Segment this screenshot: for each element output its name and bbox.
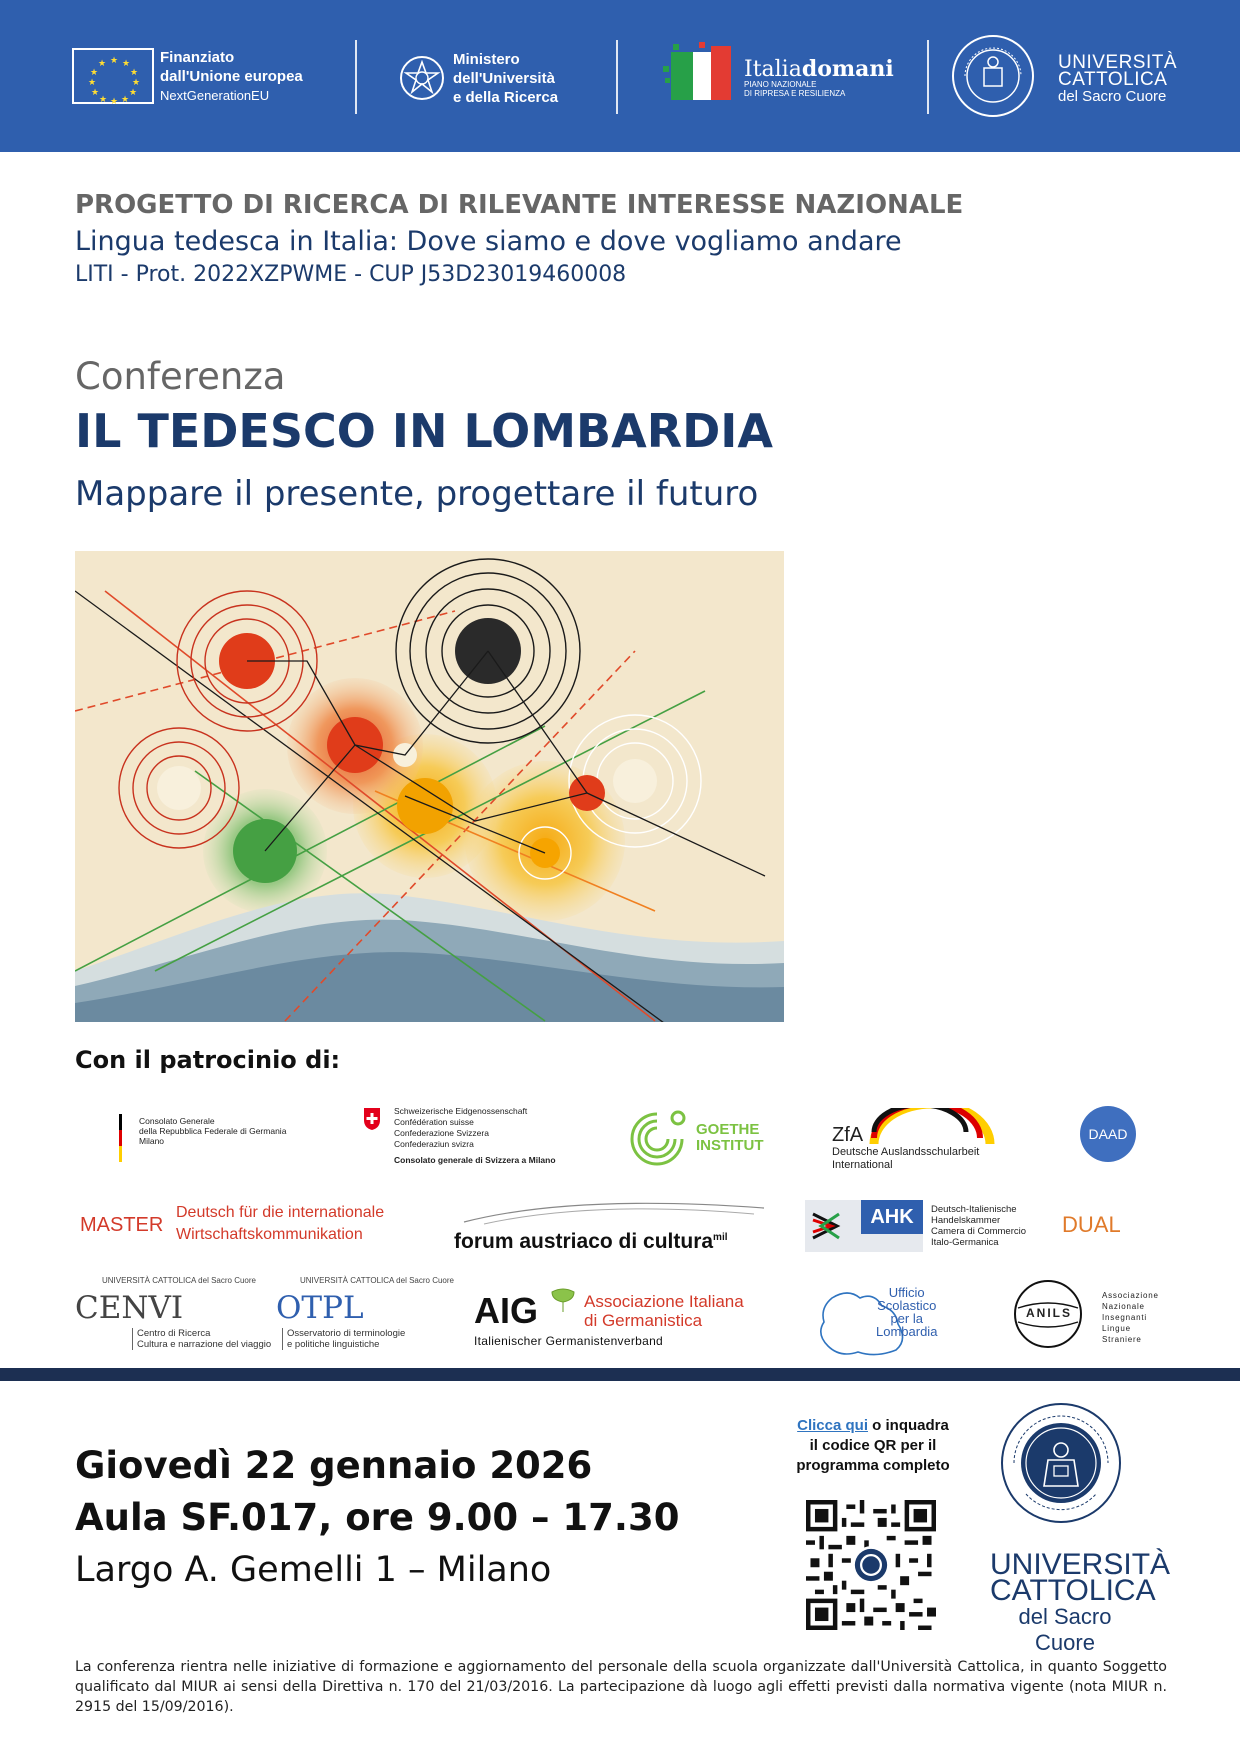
italiadomani-sub2: DI RIPRESA E RESILIENZA [744,89,846,98]
map-illustration [75,551,784,1022]
header-divider [616,40,618,114]
svizzera-line1: Schweizerische Eidgenossenschaft [394,1106,528,1116]
header-divider [355,40,357,114]
unicatt-bottom-line2: CATTOLICA [990,1574,1156,1607]
qr-caption-line2: il codice QR per il [809,1437,937,1454]
usr-line4: Lombardia [876,1324,938,1339]
eu-funding-text [160,48,303,105]
master-abbr: MASTER [80,1214,164,1236]
consolato-line1: Consolato Generale [139,1116,215,1126]
dual-logo [1062,1212,1121,1238]
unicatt-bottom-text [990,1548,1171,1656]
header-band [0,0,1240,152]
unicatt-seal-bottom-icon [1000,1402,1122,1524]
daad-logo [1080,1106,1136,1162]
anils-line4: Lingue [1102,1324,1131,1333]
unicatt-line1: UNIVERSITÀ [1058,52,1178,73]
zfa-line1: Deutsche Auslandsschularbeit [832,1146,980,1158]
italiadomani-flag-icon [663,42,739,106]
event-kind: Conferenza [75,355,286,398]
cenvi-line2: Cultura e narrazione del viaggio [137,1339,272,1350]
ahk-line4: Italo-Germanica [931,1237,999,1248]
unicatt-line2: CATTOLICA [1058,69,1168,90]
goethe-line2: INSTITUT [696,1137,764,1154]
cenvi-line1: Centro di Ricerca [137,1328,211,1339]
unicatt-bottom-line1: UNIVERSITÀ [990,1548,1171,1581]
aig-line3: Italienischer Germanistenverband [474,1334,664,1348]
forum-text: forum austriaco di cultura [454,1230,714,1253]
event-subtitle: Mappare il presente, progettare il futuro [75,474,759,514]
ahk-line3: Camera di Commercio [931,1226,1027,1237]
ministero-line1: Ministero [453,51,520,68]
ginkgo-leaf-icon [550,1288,576,1314]
consolato-line2: della Repubblica Federale di Germania [139,1126,287,1136]
aig-line2: di Germanistica [584,1311,703,1330]
eu-line2: dall'Unione europea [160,68,303,85]
qr-caption-rest: o inquadra [868,1417,949,1434]
ahk-abbr: AHK [861,1200,923,1234]
german-flag-icon [115,1114,127,1162]
otpl-line2: e politiche linguistiche [287,1339,380,1350]
anils-line5: Straniere [1102,1335,1142,1344]
qr-caption-line3: programma completo [796,1457,950,1474]
qr-caption [768,1416,978,1476]
unicatt-header-text [1058,54,1177,105]
italiadomani-brand-a: Italia [744,57,802,82]
project-heading: PROGETTO DI RICERCA DI RILEVANTE INTERESSE NAZIONALE [75,190,964,220]
cenvi-abbr: CENVI [75,1290,184,1326]
project-title: Lingua tedesca in Italia: Dove siamo e dove vogliamo andare [75,226,902,257]
unicatt-line3: del Sacro Cuore [1058,88,1167,105]
unicatt-seal-icon [951,34,1035,118]
goethe-line1: GOETHE [696,1121,760,1138]
master-line1: Deutsch für die internationale [176,1204,385,1221]
italiadomani-brand-b: domani [801,56,894,82]
footer-note: La conferenza rientra nelle iniziative di formazione e aggiornamento del personale della scuola organizzate dall'Università Cattolica, in quanto Soggetto qualificato dal MIUR ai sensi della Direttiva n. 170 del 21/03/2016. La partecipazione dà luogo agli effetti previsti dalla normativa vigente (nota MIUR n. 2915 del 15/09/2016). [75,1659,1167,1715]
ministero-text [453,50,558,107]
anils-line1: Associazione [1102,1291,1159,1300]
ahk-flags-icon [807,1200,851,1252]
ministero-line2: dell'Università [453,70,555,87]
otpl-top: UNIVERSITÀ CATTOLICA del Sacro Cuore [300,1276,454,1285]
usr-line2: Scolastico [877,1298,937,1313]
usr-line3: per la [890,1311,923,1326]
forum-name [454,1230,728,1254]
otpl-line1: Osservatorio di terminologie [287,1328,406,1339]
daad-abbr: DAAD [1080,1106,1136,1162]
consolato-line3: Milano [139,1136,165,1146]
event-address: Largo A. Gemelli 1 – Milano [75,1550,552,1590]
svizzera-line3: Confederazione Svizzera [394,1128,489,1138]
usr-line1: Ufficio [888,1285,925,1300]
dual-abbr: DUAL [1062,1212,1121,1237]
otpl-abbr: OTPL [276,1290,364,1326]
svizzera-line2: Confédération suisse [394,1117,474,1127]
anils-line3: Insegnanti [1102,1313,1147,1322]
event-room-time: Aula SF.017, ore 9.00 – 17.30 [75,1496,680,1539]
forum-sup: mil [713,1232,728,1243]
zfa-line2: International [832,1159,893,1171]
goethe-spiral-icon [626,1108,688,1170]
italiadomani-sub1: PIANO NAZIONALE [744,80,817,89]
event-title: IL TEDESCO IN LOMBARDIA [75,404,774,458]
zfa-abbr: ZfA [832,1124,864,1146]
anils-abbr: ANILS [1026,1306,1072,1320]
unicatt-bottom-line3: del Sacro Cuore [1018,1604,1112,1655]
ministero-line3: e della Ricerca [453,89,559,106]
forum-swoosh-icon [454,1196,774,1226]
section-divider [0,1368,1240,1381]
svizzera-line5: Consolato generale di Svizzera a Milano [394,1155,556,1165]
patronage-heading: Con il patrocinio di: [75,1046,341,1074]
event-date: Giovedì 22 gennaio 2026 [75,1444,593,1487]
master-line2: Wirtschaftskommunikation [176,1226,363,1243]
program-link[interactable]: Clicca qui [797,1417,868,1434]
program-qr-code[interactable] [806,1500,936,1630]
eu-line3: NextGenerationEU [160,88,270,103]
eu-flag-icon: ★ ★ ★ ★ ★ ★ ★ ★ ★ ★ ★ ★ [72,48,154,104]
anils-line2: Nazionale [1102,1302,1145,1311]
aig-line1: Associazione Italiana [584,1292,744,1311]
italiadomani-text [744,56,894,98]
svizzera-line4: Confederaziun svizra [394,1139,474,1149]
italian-emblem-icon [398,52,446,104]
project-protocol: LITI - Prot. 2022XZPWME - CUP J53D23019460008 [75,262,627,287]
aig-abbr: AIG [474,1290,539,1331]
ahk-line2: Handelskammer [931,1215,1001,1226]
eu-line1: Finanziato [160,49,235,66]
cenvi-top: UNIVERSITÀ CATTOLICA del Sacro Cuore [102,1276,256,1285]
ahk-line1: Deutsch-Italienische [931,1204,1017,1215]
swiss-cross-icon [362,1108,382,1130]
header-divider [927,40,929,114]
